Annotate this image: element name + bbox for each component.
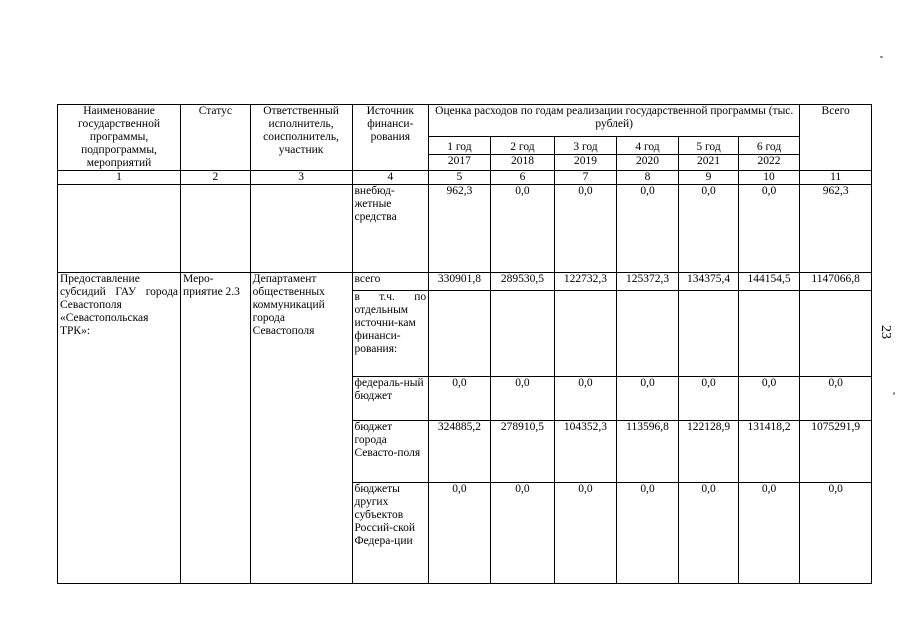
value-cell: 134375,4 — [679, 273, 739, 291]
table-row-extrabudget — [58, 185, 872, 273]
year-label: 4 год — [616, 137, 679, 154]
empty-cell — [58, 185, 181, 273]
value-cell: 0,0 — [429, 377, 491, 421]
value-cell: 0,0 — [616, 377, 679, 421]
empty-cell — [181, 185, 251, 273]
value-cell: 113596,8 — [616, 421, 679, 483]
year-value: 2022 — [738, 154, 800, 170]
column-number: 1 — [58, 171, 181, 185]
total-value-cell: 0,0 — [800, 377, 872, 421]
value-cell: 0,0 — [490, 483, 555, 584]
empty-cell — [800, 291, 872, 377]
table-row-total — [58, 273, 872, 291]
value-cell: 122732,3 — [555, 273, 617, 291]
value-cell: 144154,5 — [738, 273, 800, 291]
column-number: 10 — [738, 171, 800, 185]
year-value: 2017 — [429, 154, 491, 170]
source-cell: внебюд-жетные средства — [352, 185, 429, 273]
year-value: 2020 — [616, 154, 679, 170]
value-cell: 0,0 — [490, 377, 555, 421]
header-row — [58, 105, 872, 137]
value-cell: 289530,5 — [490, 273, 555, 291]
column-number: 6 — [490, 171, 555, 185]
budget-table — [57, 104, 872, 584]
source-cell: бюджеты других субъектов Россий-ской Федера-ции — [352, 483, 429, 584]
column-number: 9 — [679, 171, 739, 185]
empty-cell — [490, 291, 555, 377]
value-cell: 0,0 — [555, 377, 617, 421]
year-label: 6 год — [738, 137, 800, 154]
value-cell: 0,0 — [616, 483, 679, 584]
total-value-cell: 962,3 — [800, 185, 872, 273]
header-name: Наименование государственной программы, подпрограммы, мероприятий — [58, 105, 181, 171]
scan-speck — [893, 392, 895, 395]
column-number: 2 — [181, 171, 251, 185]
header-source: Источник финанси-рования — [352, 105, 429, 171]
year-label: 1 год — [429, 137, 491, 154]
value-cell: 0,0 — [679, 377, 739, 421]
total-value-cell: 1075291,9 — [800, 421, 872, 483]
value-cell: 125372,3 — [616, 273, 679, 291]
value-cell: 0,0 — [616, 185, 679, 273]
header-status: Статус — [181, 105, 251, 171]
column-numbers-row — [58, 171, 872, 185]
empty-cell — [250, 185, 352, 273]
year-value: 2019 — [555, 154, 617, 170]
column-number: 5 — [429, 171, 491, 185]
header-responsible: Ответственный исполнитель, соисполнитель, участник — [250, 105, 352, 171]
empty-cell — [555, 291, 617, 377]
event-responsible-cell: Департамент общественных коммуникаций города Севастополя — [250, 273, 352, 584]
value-cell: 0,0 — [429, 483, 491, 584]
column-number: 11 — [800, 171, 872, 185]
value-cell: 122128,9 — [679, 421, 739, 483]
value-cell: 0,0 — [738, 377, 800, 421]
value-cell: 0,0 — [679, 483, 739, 584]
source-cell: в т.ч. по отдельным источни-кам финанси-рования: — [352, 291, 429, 377]
column-number: 4 — [352, 171, 429, 185]
event-name-cell: Предоставление субсидий ГАУ города Севастополя «Севастопольская ТРК»: — [58, 273, 181, 584]
source-cell: бюджет города Севасто-поля — [352, 421, 429, 483]
value-cell: 0,0 — [555, 185, 617, 273]
empty-cell — [429, 291, 491, 377]
value-cell: 278910,5 — [490, 421, 555, 483]
total-value-cell: 1147066,8 — [800, 273, 872, 291]
column-number: 8 — [616, 171, 679, 185]
total-value-cell: 0,0 — [800, 483, 872, 584]
value-cell: 104352,3 — [555, 421, 617, 483]
value-cell: 0,0 — [555, 483, 617, 584]
year-label: 3 год — [555, 137, 617, 154]
source-cell: федераль-ный бюджет — [352, 377, 429, 421]
value-cell: 0,0 — [679, 185, 739, 273]
value-cell: 131418,2 — [738, 421, 800, 483]
year-label: 5 год — [679, 137, 739, 154]
year-label: 2 год — [490, 137, 555, 154]
scan-speck — [880, 56, 883, 58]
header-estimate: Оценка расходов по годам реализации государственной программы (тыс. рублей) — [429, 105, 800, 137]
value-cell: 324885,2 — [429, 421, 491, 483]
empty-cell — [616, 291, 679, 377]
value-cell: 0,0 — [738, 185, 800, 273]
column-number: 3 — [250, 171, 352, 185]
event-status-cell: Меро-приятие 2.3 — [181, 273, 251, 584]
year-value: 2021 — [679, 154, 739, 170]
column-number: 7 — [555, 171, 617, 185]
page-number: 23 — [878, 325, 893, 339]
value-cell: 0,0 — [738, 483, 800, 584]
value-cell: 962,3 — [429, 185, 491, 273]
year-value: 2018 — [490, 154, 555, 170]
source-cell: всего — [352, 273, 429, 291]
value-cell: 0,0 — [490, 185, 555, 273]
empty-cell — [679, 291, 739, 377]
value-cell: 330901,8 — [429, 273, 491, 291]
header-total: Всего — [800, 105, 872, 171]
empty-cell — [738, 291, 800, 377]
